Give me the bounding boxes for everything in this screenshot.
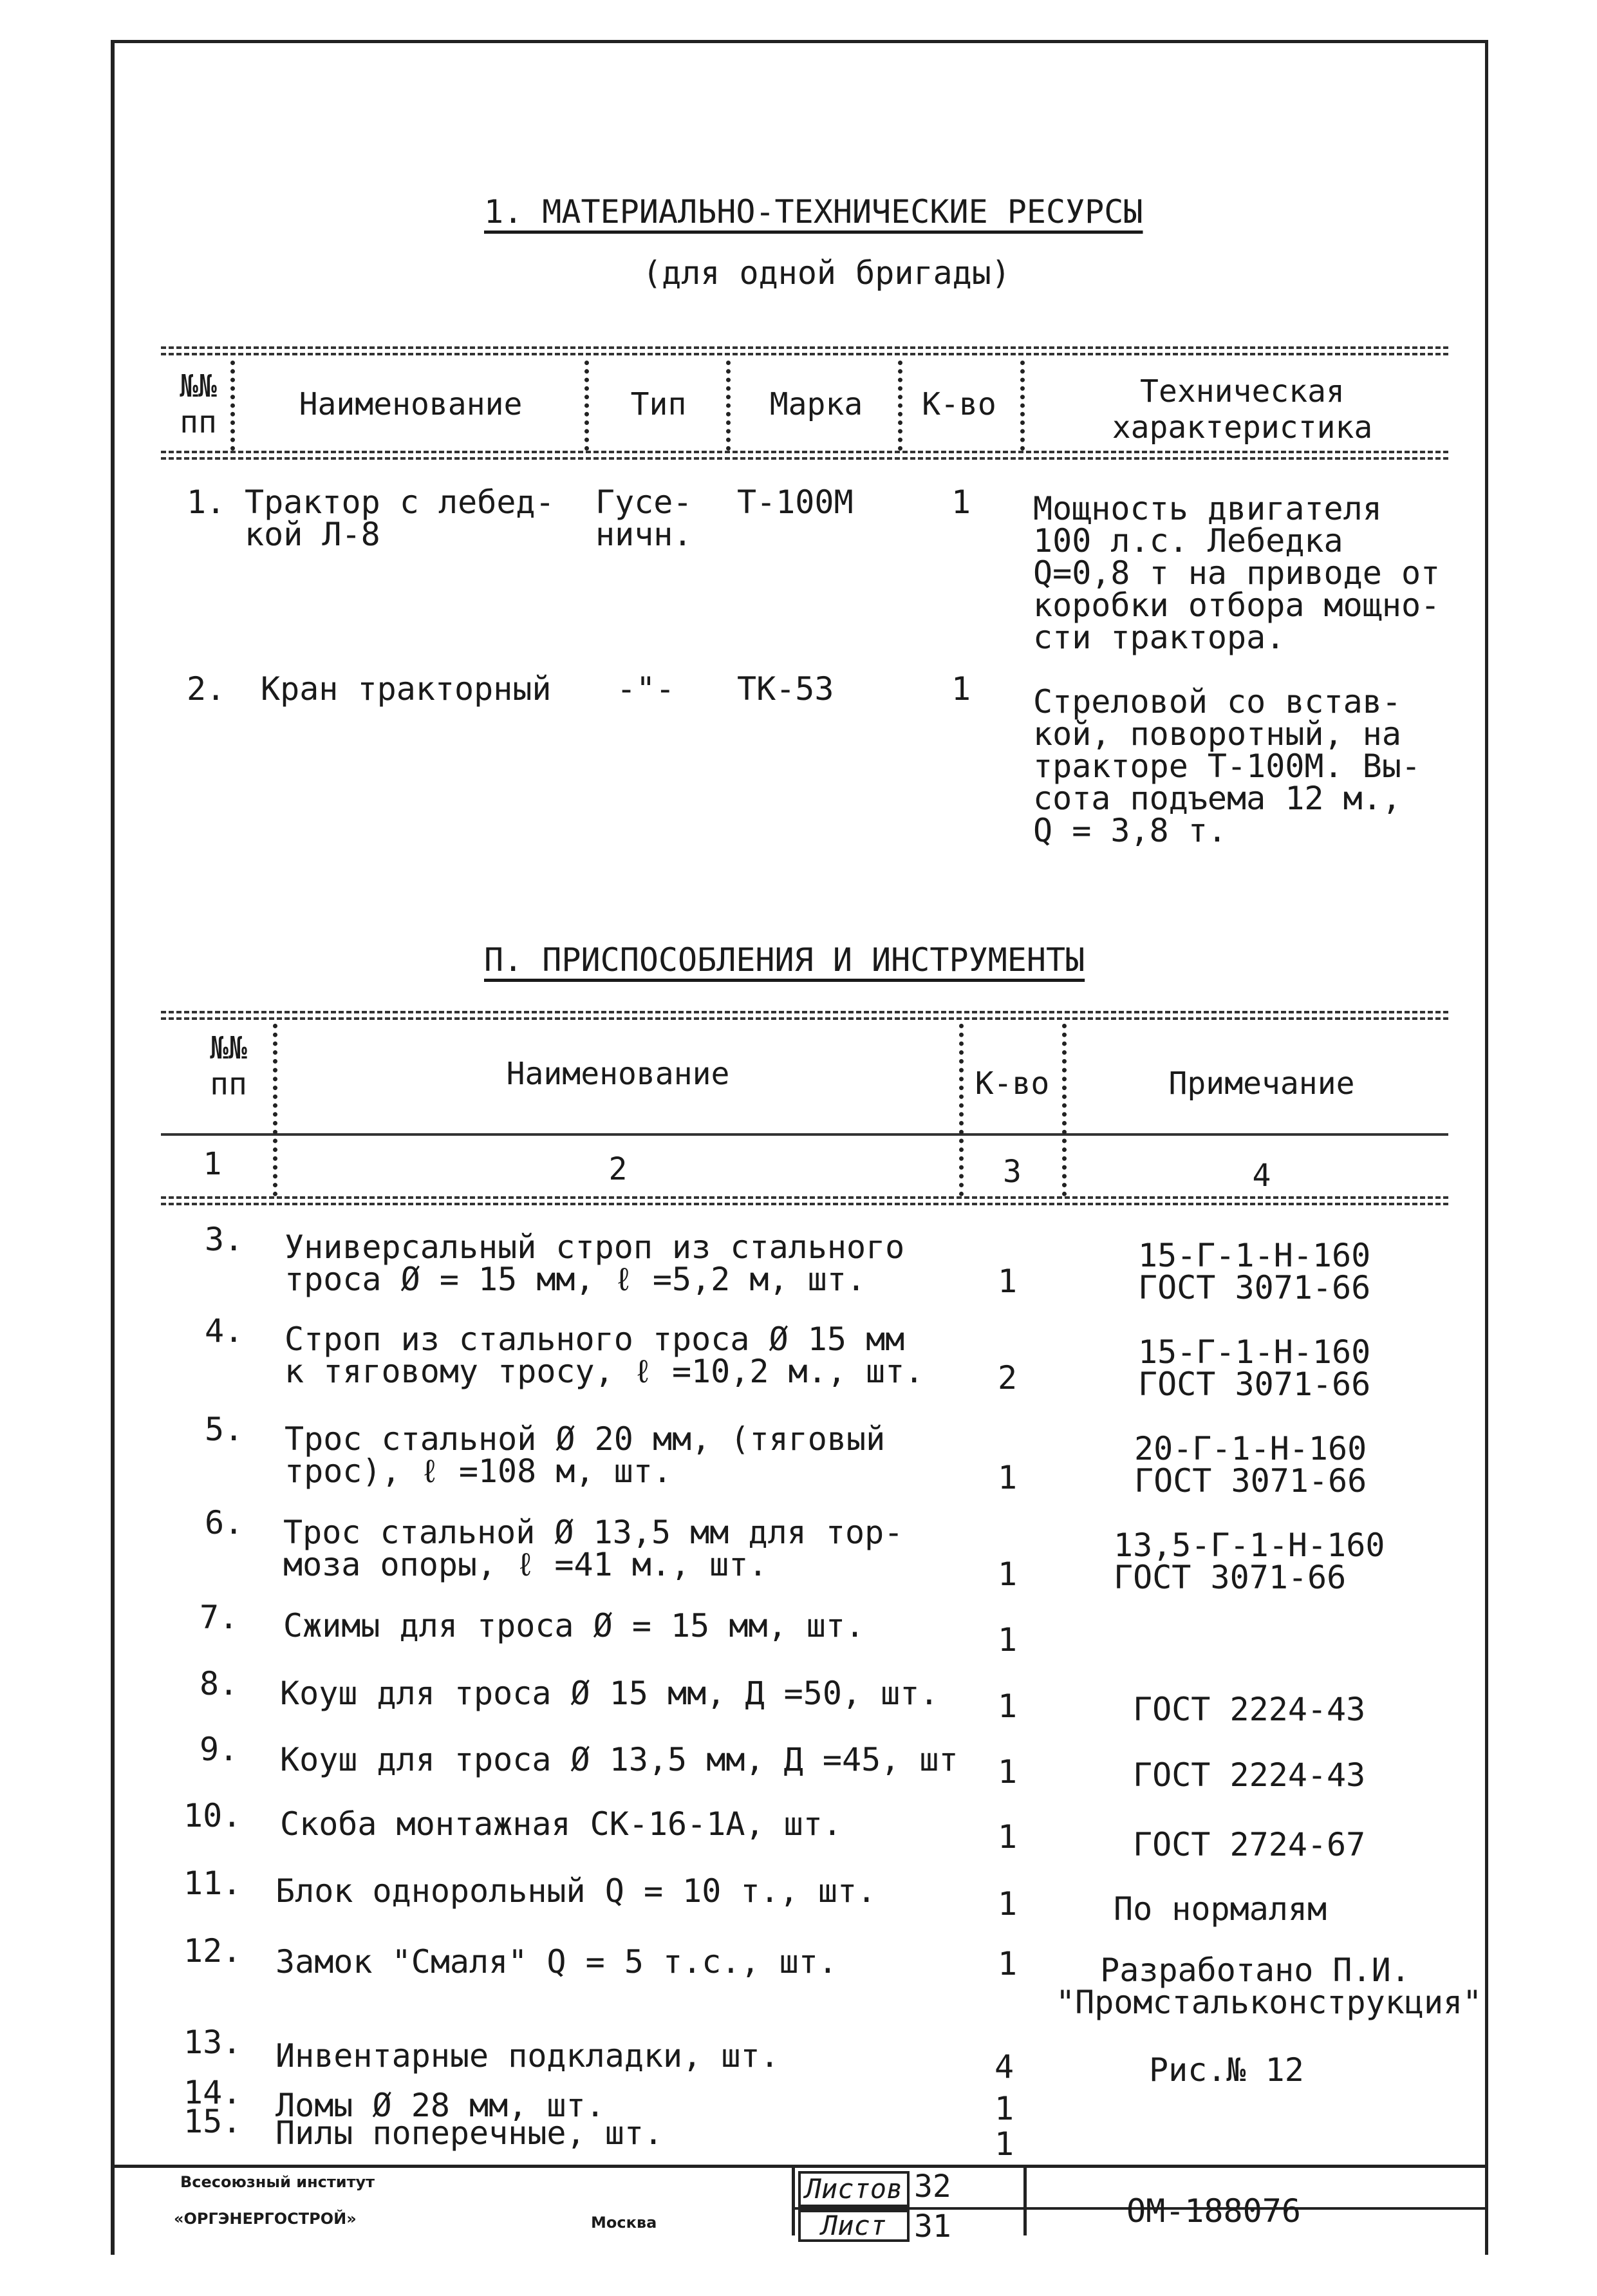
table1-header-name: Наименование	[299, 386, 523, 422]
table2-row-qty: 1	[998, 1621, 1018, 1659]
sheet-value: 31	[914, 2208, 951, 2244]
section1-subtitle: (для одной бригады)	[642, 254, 1011, 292]
institute-name: Всесоюзный институт	[180, 2173, 375, 2191]
table1-sep	[726, 361, 731, 451]
table2-row-num: 7.	[200, 1599, 239, 1636]
table2-row-qty: 1	[998, 1945, 1018, 1982]
table2-row-name: Трос стальной Ø 20 мм, (тяговый трос), ℓ =108 м, шт.	[285, 1420, 886, 1490]
table2-colnum: 1	[203, 1146, 222, 1182]
table2-row-qty: 1	[998, 1556, 1018, 1593]
table2-sep	[1062, 1024, 1067, 1196]
table1-top-rule	[161, 346, 1448, 355]
table2-row-num: 15.	[183, 2103, 242, 2140]
table2-row-qty: 1	[995, 2090, 1014, 2127]
table2-row-num: 5.	[205, 1411, 244, 1448]
title-block-divider	[1023, 2165, 1027, 2235]
table1-row-qty: 1	[951, 484, 971, 521]
table1-row-num: 2.	[187, 670, 226, 708]
table2-row-name: Коуш для троса Ø 13,5 мм, Д =45, шт	[280, 1741, 958, 1778]
table1-header-rule	[161, 451, 1448, 460]
table2-row-name: Пилы поперечные, шт.	[276, 2114, 664, 2152]
sheet-label: Лист	[798, 2210, 910, 2242]
table2-row-note: 15-Г-1-Н-160 ГОСТ 3071-66	[1138, 1237, 1371, 1306]
table2-header-num: №№ пп	[210, 1030, 247, 1102]
table2-row-num: 11.	[183, 1865, 242, 1902]
table2-row-qty: 1	[998, 1688, 1018, 1725]
sheets-label: Листов	[798, 2171, 910, 2207]
table2-row-num: 8.	[200, 1665, 239, 1702]
table1-row-spec: Мощность двигателя 100 л.с. Лебедка Q=0,8 т на приводе от коробки отбора мощно- сти трактора.	[1033, 490, 1441, 656]
table2-row-qty: 4	[995, 2048, 1014, 2085]
table1-row-spec: Стреловой со встав- кой, поворотный, на тракторе Т-100М. Вы- сота подъема 12 м., Q = 3,8 т.	[1033, 683, 1421, 849]
table2-colnum-rule	[161, 1133, 1448, 1136]
section2-title: П. ПРИСПОСОБЛЕНИЯ И ИНСТРУМЕНТЫ	[484, 941, 1085, 979]
table2-row-note: 15-Г-1-Н-160 ГОСТ 3071-66	[1138, 1333, 1371, 1403]
table2-row-num: 6.	[205, 1504, 244, 1541]
table2-header-note: Примечание	[1168, 1066, 1355, 1102]
table2-row-qty: 1	[998, 1459, 1018, 1496]
table1-header-brand: Марка	[769, 386, 863, 422]
table2-row-qty: 1	[998, 1753, 1018, 1791]
table2-row-name: Инвентарные подкладки, шт.	[276, 2037, 780, 2075]
table2-header-rule	[161, 1196, 1448, 1205]
table1-row-brand: ТК-53	[737, 670, 834, 708]
institute-city: Москва	[591, 2214, 657, 2232]
table2-row-name: Ломы Ø 28 мм, шт.	[276, 2087, 605, 2124]
section1-title: 1. МАТЕРИАЛЬНО-ТЕХНИЧЕСКИЕ РЕСУРСЫ	[484, 193, 1143, 231]
table2-header-qty: К-во	[975, 1066, 1050, 1102]
table1-sep	[230, 361, 235, 451]
table2-row-name: Замок "Смаля" Q = 5 т.с., шт.	[276, 1943, 837, 1981]
table2-row-note: 20-Г-1-Н-160 ГОСТ 3071-66	[1134, 1430, 1367, 1500]
table2-colnum: 3	[1003, 1154, 1022, 1190]
table2-row-note: Разработано П.И. "Промстальконструкция"	[1056, 1952, 1482, 2021]
table2-row-qty: 1	[998, 1818, 1018, 1856]
table1-header-qty: К-во	[922, 386, 996, 422]
table1-header-type: Тип	[630, 386, 687, 422]
table2-row-num: 14.	[183, 2074, 242, 2111]
table1-row-brand: Т-100М	[737, 484, 854, 521]
table2-sep	[959, 1024, 964, 1196]
table2-row-num: 3.	[205, 1221, 244, 1258]
table1-header-num: №№ пп	[180, 368, 217, 440]
table2-row-note: По нормалям	[1114, 1890, 1327, 1928]
table2-top-rule	[161, 1011, 1448, 1020]
table2-row-name: Блок однорольный Q = 10 т., шт.	[276, 1872, 877, 1910]
table2-row-qty: 2	[998, 1359, 1018, 1397]
table2-row-num: 12.	[183, 1932, 242, 1970]
table1-row-type: Гусе- ничн.	[595, 484, 693, 553]
table1-row-type: -"-	[617, 670, 675, 708]
table2-row-num: 9.	[200, 1731, 239, 1768]
title-block-top-rule	[111, 2165, 1488, 2168]
table1-row-name: Трактор с лебед- кой Л-8	[245, 484, 555, 553]
table1-row-name: Кран тракторный	[261, 670, 552, 708]
table2-row-note: ГОСТ 2224-43	[1133, 1691, 1366, 1728]
table2-colnum: 4	[1252, 1158, 1271, 1194]
table1-sep	[1020, 361, 1025, 451]
table2-row-note: ГОСТ 2224-43	[1133, 1756, 1366, 1794]
table2-row-qty: 1	[998, 1885, 1018, 1923]
table2-row-name: Трос стальной Ø 13,5 мм для тор- моза опоры, ℓ =41 м., шт.	[283, 1514, 904, 1583]
table1-sep	[898, 361, 902, 451]
document-number: ОМ-188076	[1126, 2192, 1301, 2230]
table2-row-note: 13,5-Г-1-Н-160 ГОСТ 3071-66	[1114, 1527, 1385, 1596]
table2-row-qty: 1	[998, 1263, 1018, 1300]
table2-row-qty: 1	[995, 2125, 1014, 2163]
institute-org: «ОРГЭНЕРГОСТРОЙ»	[174, 2210, 357, 2228]
table1-sep	[584, 361, 589, 451]
table2-row-num: 10.	[183, 1797, 242, 1834]
table2-header-name: Наименование	[506, 1056, 730, 1092]
table2-sep	[273, 1024, 277, 1196]
table1-row-qty: 1	[951, 670, 971, 708]
table2-row-num: 4.	[205, 1312, 244, 1350]
table2-row-name: Скоба монтажная СК-16-1А, шт.	[280, 1805, 842, 1843]
table1-header-spec: Техническая характеристика	[1112, 373, 1373, 446]
table1-row-num: 1.	[187, 484, 226, 521]
sheets-value: 32	[914, 2169, 951, 2205]
table2-row-num: 13.	[183, 2024, 242, 2061]
table2-row-name: Строп из стального троса Ø 15 мм к тяговому тросу, ℓ =10,2 м., шт.	[285, 1321, 924, 1390]
table2-row-name: Сжимы для троса Ø = 15 мм, шт.	[283, 1607, 865, 1644]
table2-colnum: 2	[608, 1151, 628, 1187]
table2-row-note: ГОСТ 2724-67	[1133, 1826, 1366, 1863]
title-block-divider	[792, 2165, 795, 2235]
table2-row-name: Коуш для троса Ø 15 мм, Д =50, шт.	[280, 1675, 939, 1712]
table2-row-name: Универсальный строп из стального троса Ø = 15 мм, ℓ =5,2 м, шт.	[285, 1228, 905, 1298]
table2-row-note: Рис.№ 12	[1149, 2051, 1304, 2089]
